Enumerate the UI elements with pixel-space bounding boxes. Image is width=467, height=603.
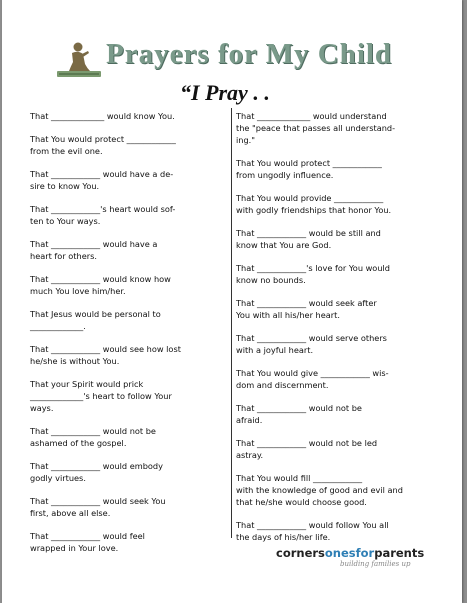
prayer-item: That You would give ____________ wis- dom and discernment. [236,368,389,390]
prayer-item: That ____________ would serve others with a joyful heart. [236,333,387,355]
praying-child-icon [57,40,101,78]
column-divider [231,108,232,538]
prayer-item: That your Spirit would prick _____________'s heart to follow Your ways. [30,379,172,413]
brand-text-part: ones [324,546,356,560]
page-title: Prayers for My Child [106,38,393,70]
prayer-item: That You would protect ____________ from ungodly influence. [236,158,382,180]
brand-text-part: for [355,546,375,560]
page-subtitle: “I Pray . . [180,80,270,105]
prayer-item: That ____________ would feel wrapped in Your love. [30,531,145,553]
prayer-item: That Jesus would be personal to _____________. [30,309,161,331]
prayer-item: That ____________'s heart would sof- ten to Your ways. [30,204,176,226]
prayer-item: That You would fill ____________ with the knowledge of good and evil and that he/she would choose good. [236,473,403,507]
worksheet-page [2,0,462,603]
prayer-item: That ____________ would have a de- sire to know You. [30,169,174,191]
right-prayer-column [236,110,438,554]
prayer-item: That ____________ would not be ashamed of the gospel. [30,426,156,448]
prayer-item: That ____________ would know how much You love him/her. [30,274,171,296]
brand-text-part: parents [374,546,425,560]
left-prayer-column [30,110,225,565]
prayer-item: That ____________ would seek after You with all his/her heart. [236,298,377,320]
prayer-item: That ____________ would not be led astray. [236,438,378,460]
prayer-item: That ____________ would see how lost he/she is without You. [30,344,181,366]
prayer-item: That You would protect ____________ from the evil one. [30,134,176,156]
brand-tagline: building families up [340,560,411,568]
brand-text-part: corners [276,546,325,560]
prayer-item: That ____________ would be still and know that You are God. [236,228,381,250]
prayer-item: That You would provide ____________ with godly friendships that honor You. [236,193,392,215]
prayer-item: That ____________ would seek You first, above all else. [30,496,166,518]
brand-logo [276,546,424,560]
prayer-item: That _____________ would know You. [30,111,175,121]
prayer-item: That ____________ would follow You all the days of his/her life. [236,520,389,542]
prayer-item: That _____________ would understand the "peace that passes all understand- ing." [236,111,396,145]
prayer-item: That ____________ would not be afraid. [236,403,362,425]
prayer-item: That ____________ would have a heart for others. [30,239,158,261]
prayer-item: That ____________ would embody godly virtues. [30,461,163,483]
prayer-item: That ____________'s love for You would know no bounds. [236,263,390,285]
